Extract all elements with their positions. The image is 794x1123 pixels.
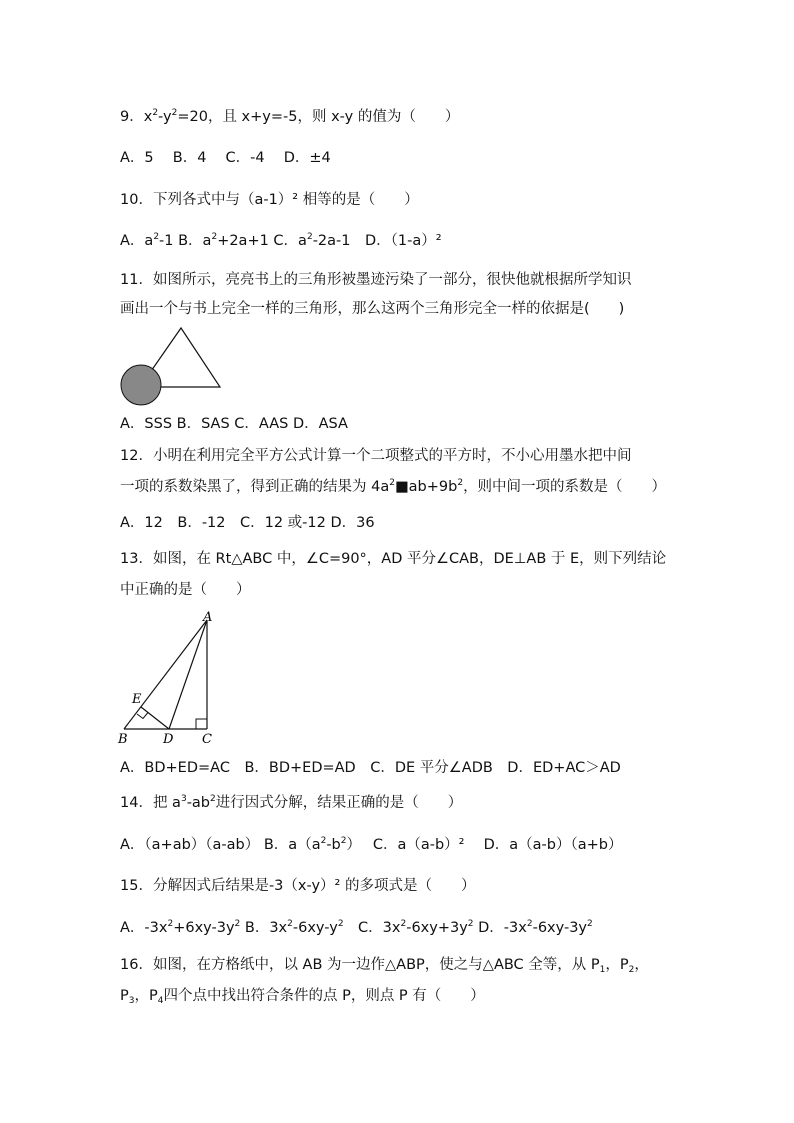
label-D: D [163, 732, 174, 747]
question-10-stem: 10．下列各式中与（a-1）² 相等的是（ ） [120, 192, 419, 208]
question-10-options: A．$a^2-1$ B．$a^2+2a+1$ C．$a^2-2a-1$ D．（1-a）² [120, 232, 442, 249]
label-A: A [203, 610, 213, 625]
question-16-stem-line1: 16．如图，在方格纸中，以 AB 为一边作△ABP，使之与△ABC 全等，从 $P_1$，$P_2$， [120, 957, 649, 975]
question-12-stem-line2: 一项的系数染黑了，得到正确的结果为 $4a^2■ab+9b^2$，则中间一项的系数是（ ） [120, 478, 667, 495]
label-E: E [132, 692, 142, 707]
label-B: B [118, 732, 128, 747]
question-16-stem-line2: $P_3$，$P_4$四个点中找出符合条件的点 P，则点 P 有（ ） [120, 988, 485, 1006]
question-9-options: A．5 B．4 C．-4 D．±4 [120, 150, 331, 166]
question-14-options: A．（a+ab）（a-ab） B．$a(a^2-b^2)$ C．a（a-b）² D．a（a-b）（a+b） [120, 836, 623, 853]
question-13-options: A．BD+ED=AC B．BD+ED=AD C．DE 平分∠ADB D．ED+AC＞AD [120, 760, 621, 776]
question-11-stem-line2: 画出一个与书上完全一样的三角形，那么这两个三角形完全一样的依据是( ) [120, 301, 625, 317]
question-9-stem: 9．$x^2-y^2=20$，且 x+y=-5，则 x-y 的值为（ ） [120, 108, 460, 125]
question-12-options: A．12 B．-12 C．12 或-12 D．36 [120, 515, 375, 531]
question-13-figure [112, 608, 222, 748]
question-14-stem: 14．把 $a^3-ab^2$进行因式分解，结果正确的是（ ） [120, 794, 463, 811]
question-11-options: A．SSS B．SAS C．AAS D．ASA [120, 416, 348, 432]
question-15-options: A．$-3x^2+6xy-3y^2$ B．$3x^2-6xy-y^2$ C．$3x^2-6xy+3y^2$ D．$-3x^2-6xy-3y^2$ [120, 919, 593, 936]
ink-blot [121, 365, 161, 405]
question-13-stem-line2: 中正确的是（ ） [120, 582, 251, 598]
question-11-figure [118, 325, 228, 410]
question-12-stem-line1: 12．小明在利用完全平方公式计算一个二项整式的平方时，不小心用墨水把中间 [120, 448, 632, 464]
question-11-stem-line1: 11．如图所示，亮亮书上的三角形被墨迹污染了一部分，很快他就根据所学知识 [120, 272, 632, 288]
question-13-stem-line1: 13．如图，在 Rt△ABC 中，∠C=90°，AD 平分∠CAB，DE⊥AB 于 E，则下列结论 [120, 551, 667, 567]
label-C: C [202, 732, 212, 747]
question-15-stem: 15．分解因式后结果是-3（x-y）² 的多项式是（ ） [120, 878, 476, 894]
